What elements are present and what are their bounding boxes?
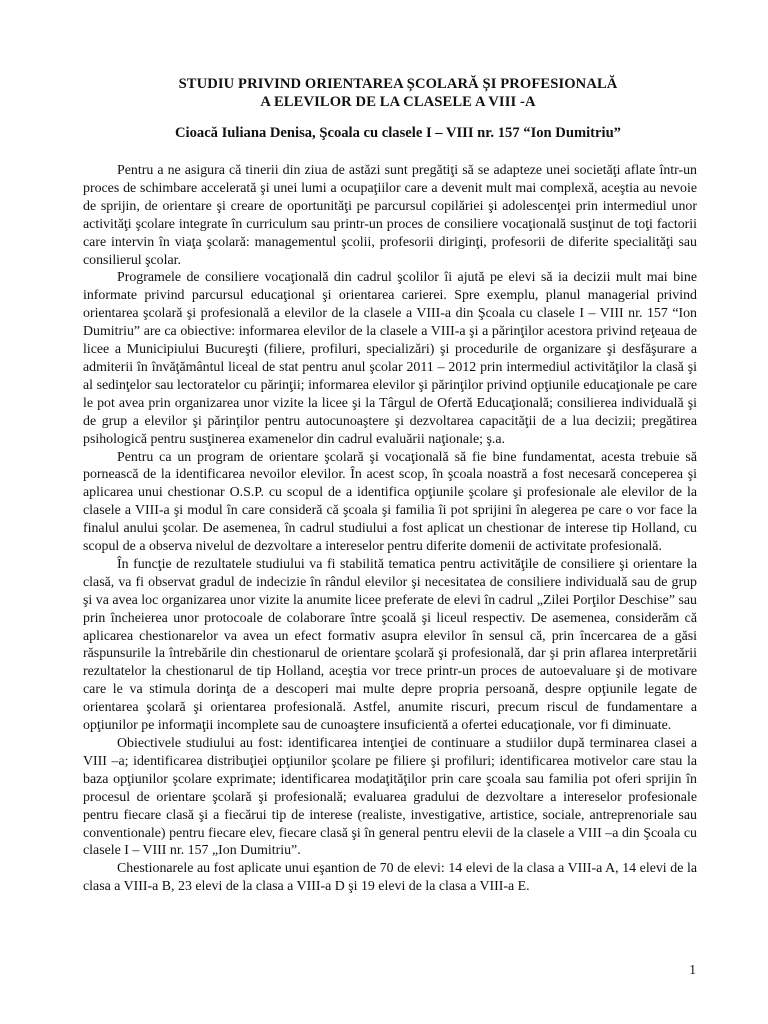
paragraph-6: Chestionarele au fost aplicate unui eşantion de 70 de elevi: 14 elevi de la clasa a VIII-a A, 14 elevi de la clasa a VIII-a B, 23 elevi de la clasa a VIII-a D şi 19 elevi de la clasa a VIII-a E. [83, 861, 697, 895]
page-number: 1 [689, 962, 696, 977]
paragraph-3: Pentru ca un program de orientare şcolară şi vocaţională să fie bine fundamentat, acesta trebuie să pornească de la identificarea nevoilor elevilor. În acest scop, în şcoala noastră a fost necesară conceperea şi aplicarea unui chestionar O.S.P. cu scopul de a identifica opţiunile şcolare şi profesionale ale elevilor de la clasele a VIII-a şi modul în care consideră că şcoala şi familia îi pot sprijini în alegerea pe care o vor face la finalul anului şcolar. De asemenea, în cadrul studiului a fost aplicat un chestionar de interese tip Holland, cu scopul de a observa nivelul de dezvoltare a intereselor pentru diferite domenii de activitate profesională. [83, 449, 697, 555]
paragraph-1: Pentru a ne asigura că tinerii din ziua de astăzi sunt pregătiţi să se adapteze unei societăţi aflate într-un proces de schimbare accelerată şi unei lumi a ocupaţiilor care a devenit mult mai complexă, aceştia au nevoie de sprijin, de orientare şi creare de oportunităţi pe parcursul copilăriei şi adolescenţei prin intermediul unor activităţi şcolare integrate în curriculum sau printr-un proces de consiliere vocaţională susţinut de toţi factorii care intervin în viaţa şcolară: managementul şcolii, profesorii diriginţi, profesorii de diferite specialităţi sau consilierul şcolar. [83, 163, 697, 268]
paragraph-5: Obiectivele studiului au fost: identificarea intenţiei de continuare a studiilor după terminarea clasei a VIII –a; identificarea distribuţiei opţiunilor şcolare pe filiere şi profiluri; identificarea motivelor care stau la baza opţiunilor şcolare exprimate; identificarea modaţităţilor prin care şcoala sau familia pot oferi sprijin în procesul de orientare şcolară şi profesională; evaluarea gradului de dezvoltare a intereselor profesionale pentru fiecare clasă şi a fiecărui tip de interese (realiste, investigative, artistice, sociale, antreprenoriale sau conventionale) pentru fiecare elev, fiecare clasă şi în general pentru elevii de la clasele a VIII –a din Şcoala cu clasele I – VIII nr. 157 „Ion Dumitriu”. [83, 736, 697, 859]
paragraph-4: În funcţie de rezultatele studiului va fi stabilită tematica pentru activităţile de consiliere şi orientare la clasă, va fi observat gradul de indecizie în rândul elevilor şi necesitatea de consiliere individuală sau de grup şi va avea loc organizarea unor vizite la anumite licee preferate de elevi în cadrul „Zilei Porţilor Deschise” sau prin încheierea unor protocoale de colaborare între şcoală şi liceul respectiv. De asemenea, considerăm că aplicarea chestionarelor va avea un efect formativ asupra elevilor în sensul că, prin încercarea de a găsi răspunsurile la întrebările din chestionarul de orientare şcolară şi profesională, dar şi prin aflarea interpretării rezultatelor la chestionarul de tip Holland, aceştia vor trece printr-un proces de autoevaluare şi de motivare care le va stimula dorinţa de a descoperi mai multe depre propria persoană, despre opţiunile legate de orientarea şcolară şi orientarea profesională. Astfel, anumite riscuri, precum riscul de fundamentare a opţiunilor pe informaţii incomplete sau de cunoaştere insuficientă a ofertei educaţionale, vor fi diminuate. [83, 556, 697, 734]
title-line-1: STUDIU PRIVIND ORIENTAREA ȘCOLARĂ ȘI PROFESIONALĂ [178, 76, 618, 92]
document-title [100, 76, 696, 111]
document-body [83, 162, 697, 896]
title-line-2: A ELEVILOR DE LA CLASELE A VIII -A [260, 93, 536, 110]
author-affiliation: Cioacă Iuliana Denisa, Şcoala cu clasele I – VIII nr. 157 “Ion Dumitriu” [175, 125, 621, 141]
paragraph-2: Programele de consiliere vocaţională din cadrul şcolilor îi ajută pe elevi să ia decizii mult mai bine informate privind parcursul educaţional şi orientarea carierei. Spre exemplu, planul managerial privind orientarea şcolară şi profesională a elevilor de la clasele a VIII-a din Şcoala cu clasele I – VIII nr. 157 “Ion Dumitriu” are ca obiective: informarea elevilor de la clasele a VIII-a şi a părinţilor acestora privind reţeaua de licee a Municipiului Bucureşti (filiere, profiluri, specializări) şi procedurile de organizare şi desfăşurare a admiterii în învăţământul liceal de stat pentru anul şcolar 2011 – 2012 prin intermediul activităţilor la clasă şi al sedinţelor sau lectoratelor cu părinţii; informarea elevilor şi părinţilor privind opţiunile educaţionale pe care le pot avea prin organizarea unor vizite la licee şi la Târgul de Ofertă Educaţională; consilierea individuală şi de grup a elevilor şi părinţilor pentru autocunoaştere şi dezvoltarea capacităţii de a lua decizii; pregătirea psihologică pentru susţinerea examenelor din cadrul evaluării naţionale; ş.a. [83, 270, 697, 447]
